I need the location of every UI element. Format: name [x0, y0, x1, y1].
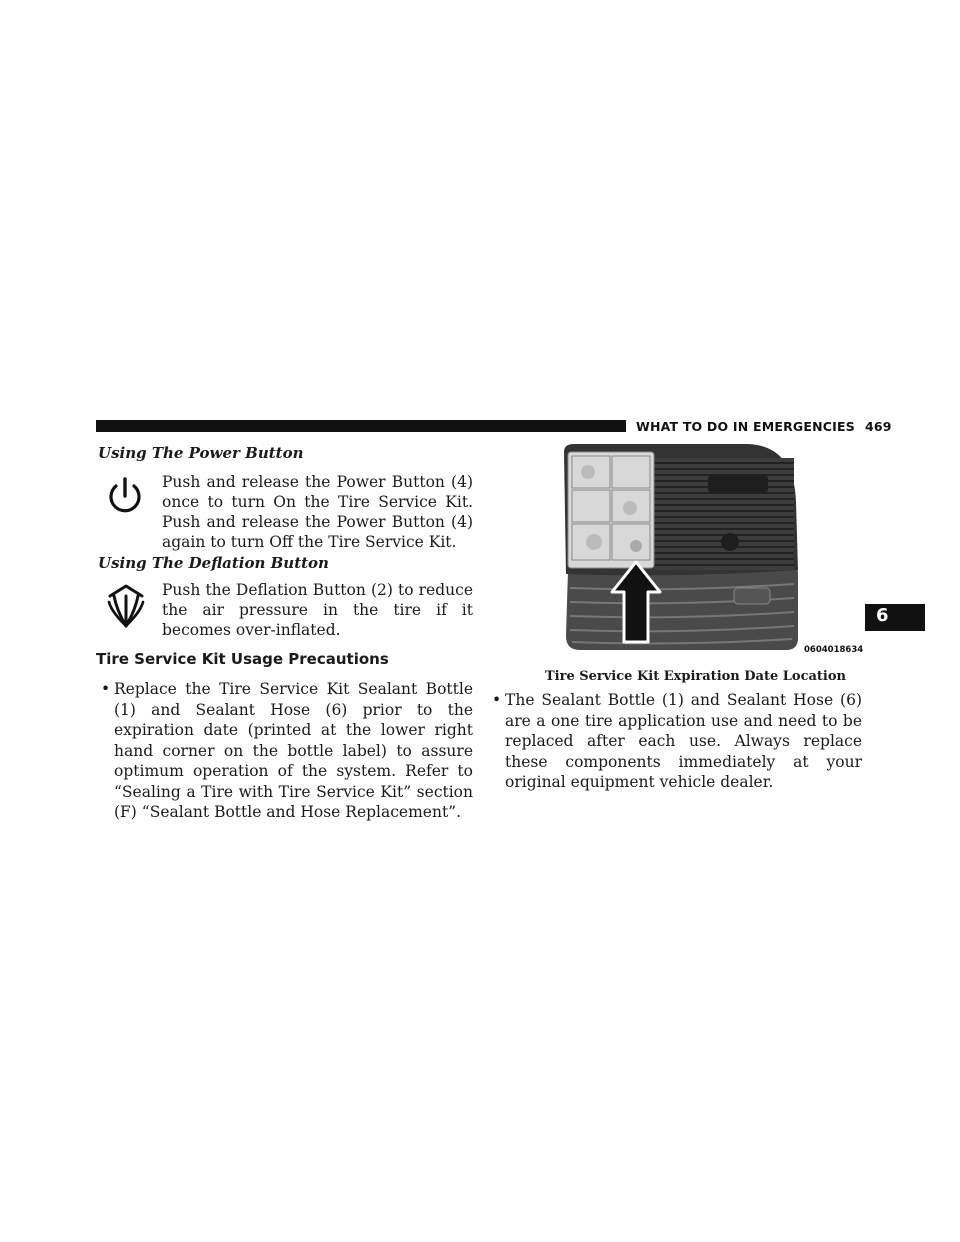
section-title: WHAT TO DO IN EMERGENCIES: [636, 419, 855, 434]
deflation-button-heading: Using The Deflation Button: [98, 554, 329, 572]
power-button-heading: Using The Power Button: [98, 444, 304, 462]
figure-caption: Tire Service Kit Expiration Date Location: [544, 669, 846, 684]
chapter-tab-number: 6: [876, 605, 889, 626]
page-number: 469: [864, 419, 892, 434]
precautions-heading: Tire Service Kit Usage Precautions: [96, 650, 389, 668]
tire-service-kit-illustration: [558, 442, 863, 657]
figure-code: 0604018634: [804, 645, 864, 655]
list-item: [101, 679, 473, 823]
bullet-text: Replace the Tire Service Kit Sealant Bottle (1) and Sealant Hose (6) prior to the expiration date (printed at the lower right hand corner on the bottle label) to assure optimum operation of the system. Refer to “Sealing a Tire with Tire Service Kit” section (F) “Sealant Bottle and Hose Replacement”.: [114, 680, 473, 821]
bullet-symbol: •: [101, 680, 111, 698]
deflation-button-text: Push the Deflation Button (2) to reduce the air pressure in the tire if it becomes over-inflated.: [162, 581, 473, 639]
power-icon: [103, 474, 147, 524]
power-button-text: Push and release the Power Button (4) once to turn On the Tire Service Kit. Push and release the Power Button (4) again to turn Off the Tire Service Kit.: [162, 473, 473, 551]
running-header: [636, 419, 892, 434]
chapter-tab: [865, 604, 925, 631]
deflation-icon: [106, 582, 146, 632]
header-rule: [96, 420, 626, 432]
bullet-symbol: •: [492, 691, 502, 709]
bullet-text: The Sealant Bottle (1) and Sealant Hose (6) are a one tire application use and need to be replaced after each use. Always replace these components immediately at your original equipment vehicle dealer.: [505, 691, 862, 791]
list-item: [492, 690, 862, 793]
